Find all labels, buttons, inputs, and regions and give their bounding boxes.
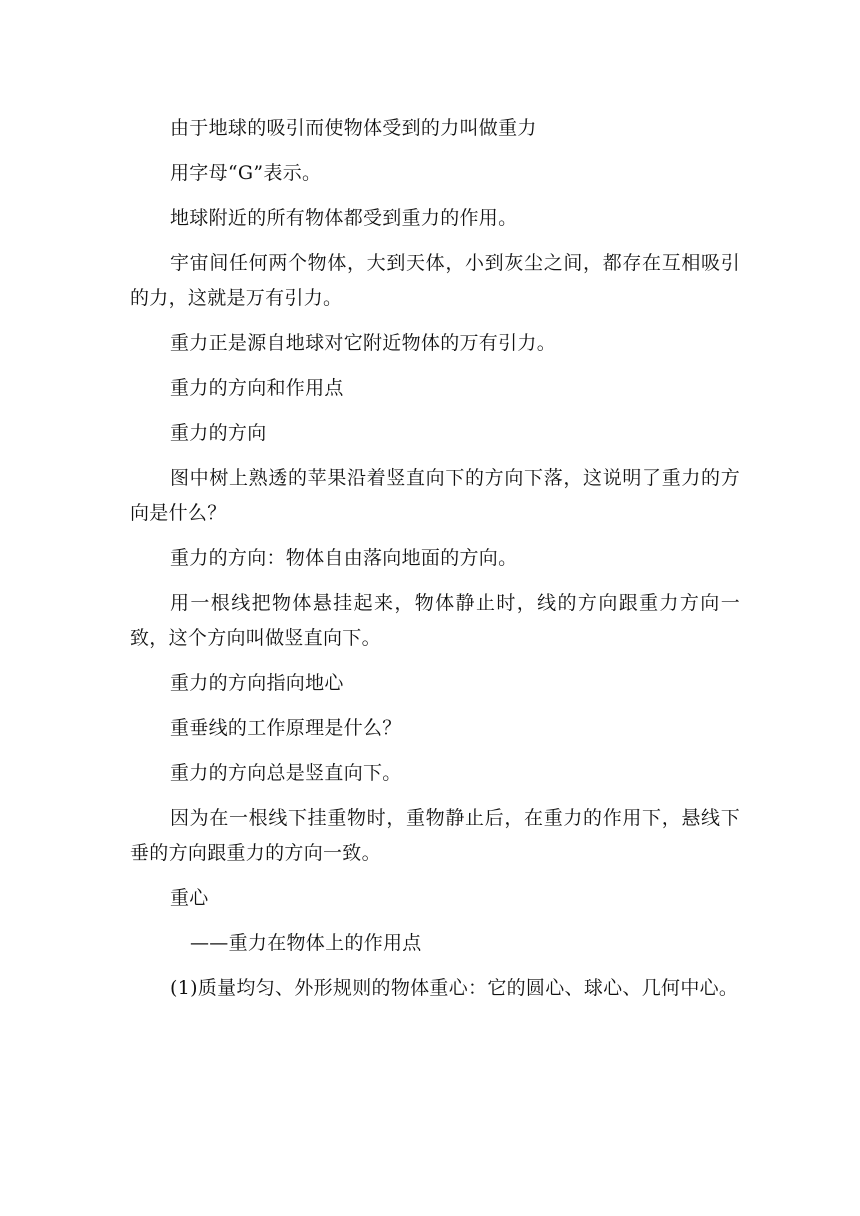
paragraph-earth-center: 重力的方向指向地心 — [170, 672, 344, 694]
heading-center-of-gravity: 重心 — [170, 887, 209, 909]
paragraph-plumb-line-question: 重垂线的工作原理是什么？ — [170, 717, 402, 739]
paragraph-plumb-line-answer: 因为在一根线下挂重物时，重物静止后，在重力的作用下，悬线下垂的方向跟重力的方向一致。 — [130, 807, 740, 864]
paragraph-regular-object-center: (1)质量均匀、外形规则的物体重心：它的圆心、球心、几何中心。 — [170, 977, 739, 999]
subheading-action-point: ——重力在物体上的作用点 — [190, 932, 422, 954]
paragraph-direction-definition: 重力的方向：物体自由落向地面的方向。 — [170, 547, 518, 569]
paragraph-vertical-down: 用一根线把物体悬挂起来，物体静止时，线的方向跟重力方向一致，这个方向叫做竖直向下。 — [130, 592, 740, 649]
paragraph-all-objects: 地球附近的所有物体都受到重力的作用。 — [170, 207, 518, 229]
heading-direction: 重力的方向 — [170, 422, 267, 444]
document-body — [130, 111, 740, 1016]
paragraph-gravity-source: 重力正是源自地球对它附近物体的万有引力。 — [170, 332, 557, 354]
heading-direction-and-point: 重力的方向和作用点 — [170, 377, 344, 399]
paragraph-gravity-definition: 由于地球的吸引而使物体受到的力叫做重力 — [170, 117, 537, 139]
paragraph-universal-gravitation: 宇宙间任何两个物体，大到天体，小到灰尘之间，都存在互相吸引的力，这就是万有引力。 — [130, 252, 740, 309]
paragraph-gravity-symbol: 用字母“G”表示。 — [170, 162, 322, 184]
paragraph-apple-question: 图中树上熟透的苹果沿着竖直向下的方向下落，这说明了重力的方向是什么？ — [130, 467, 740, 524]
paragraph-always-down: 重力的方向总是竖直向下。 — [170, 762, 402, 784]
